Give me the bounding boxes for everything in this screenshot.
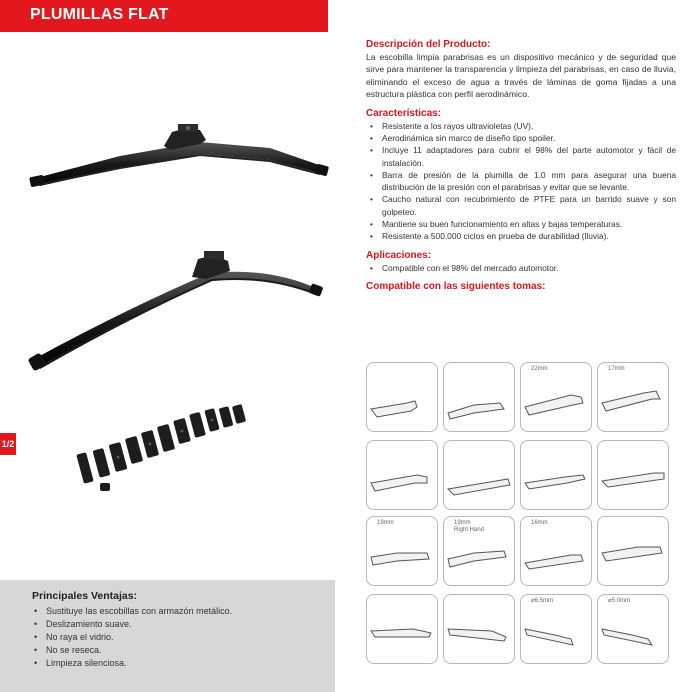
description-title: Descripción del Producto: (366, 39, 491, 50)
features-list (366, 120, 676, 243)
connector-drawing (521, 441, 592, 510)
advantages-box (0, 580, 335, 692)
page-title: PLUMILLAS FLAT (30, 6, 169, 23)
list-item: • Mantiene su buen funcionamiento en altas y bajas temperaturas. (366, 218, 676, 230)
features-title: Características: (366, 107, 442, 119)
header-bar (0, 0, 328, 32)
wiper-blade-image-curved (0, 237, 335, 377)
list-item: • Limpieza silenciosa. (32, 657, 335, 670)
tile-label: 22mm (531, 366, 548, 372)
wiper-blade-image-straight (0, 82, 335, 232)
compat-tile (366, 516, 438, 586)
list-item: • Aerodinámica sin marco de diseño tipo spoiler. (366, 132, 676, 144)
connector-drawing (367, 595, 438, 664)
connector-drawing (521, 595, 592, 664)
compat-tile (520, 594, 592, 664)
list-item: • No se reseca. (32, 644, 335, 657)
applications-title: Aplicaciones: (366, 249, 432, 261)
description-text: La escobilla limpia parabrisas es un dispositivo mecánico y de seguridad que sirve para mantener la transparencia y limpieza del parabrisas, en caso de lluvia, eliminando el exceso de agua a través de láminas de goma fijadas a una estructura plástica con perfil aerodinámico. (366, 52, 676, 100)
compat-tile (443, 362, 515, 432)
compat-tile (366, 362, 438, 432)
list-item: • Resistente a los rayos ultravioletas (UV). (366, 120, 676, 132)
list-item: • No raya el vidrio. (32, 631, 335, 644)
compat-tile (597, 440, 669, 510)
connector-drawing (367, 517, 438, 586)
connector-drawing (444, 363, 515, 432)
tile-label: 19mm Right Hand (454, 520, 485, 533)
connector-drawing (521, 363, 592, 432)
list-item: • Incluye 11 adaptadores para cubrir el 98% del parte automotor y fácil de instalación. (366, 144, 676, 169)
advantages-title: Principales Ventajas: (32, 590, 138, 602)
compat-tile (597, 516, 669, 586)
compat-tile (443, 594, 515, 664)
compat-tile (520, 440, 592, 510)
tile-label: 17mm (608, 366, 625, 372)
connector-drawing (598, 363, 669, 432)
adapters-image (0, 397, 335, 497)
compat-tile (366, 594, 438, 664)
compat-tile (366, 440, 438, 510)
list-item: • Barra de presión de la plumilla de 1.0 mm para asegurar una buena distribución de la presión con el parabrisas y evitar que se levante. (366, 169, 676, 194)
list-item: • Compatible con el 98% del mercado automotor. (366, 262, 676, 274)
compat-tile (597, 362, 669, 432)
compat-tile (443, 440, 515, 510)
compat-title: Compatible con las siguientes tomas: (366, 280, 546, 292)
connector-drawing (598, 517, 669, 586)
connector-drawing (444, 441, 515, 510)
tile-label: 19mm (377, 520, 394, 526)
compat-tile (443, 516, 515, 586)
connector-drawing (444, 595, 515, 664)
connector-drawing (598, 595, 669, 664)
connector-drawing (367, 441, 438, 510)
connector-drawing (598, 441, 669, 510)
list-item: • Deslizamiento suave. (32, 618, 335, 631)
tile-label: ⌀6.5mm (531, 598, 553, 604)
connector-drawing (521, 517, 592, 586)
advantages-list (32, 605, 335, 670)
list-item: • Sustituye las escobillas con armazón metálico. (32, 605, 335, 618)
compat-tile (597, 594, 669, 664)
compat-tile (520, 362, 592, 432)
compat-grid (366, 360, 676, 692)
tile-label: ⌀5.0mm (608, 598, 630, 604)
page-indicator: 1/2 (0, 433, 16, 455)
connector-drawing (367, 363, 438, 432)
list-item: • Resistente a 500.000 ciclos en prueba de durabilidad (lluvia). (366, 230, 676, 242)
applications-list (366, 262, 676, 274)
product-info (366, 38, 676, 293)
compat-tile (520, 516, 592, 586)
list-item: • Caucho natural con recubrimiento de PTFE para un barrido suave y son golpeteo. (366, 193, 676, 218)
tile-label: 16mm (531, 520, 548, 526)
product-images (0, 32, 335, 580)
